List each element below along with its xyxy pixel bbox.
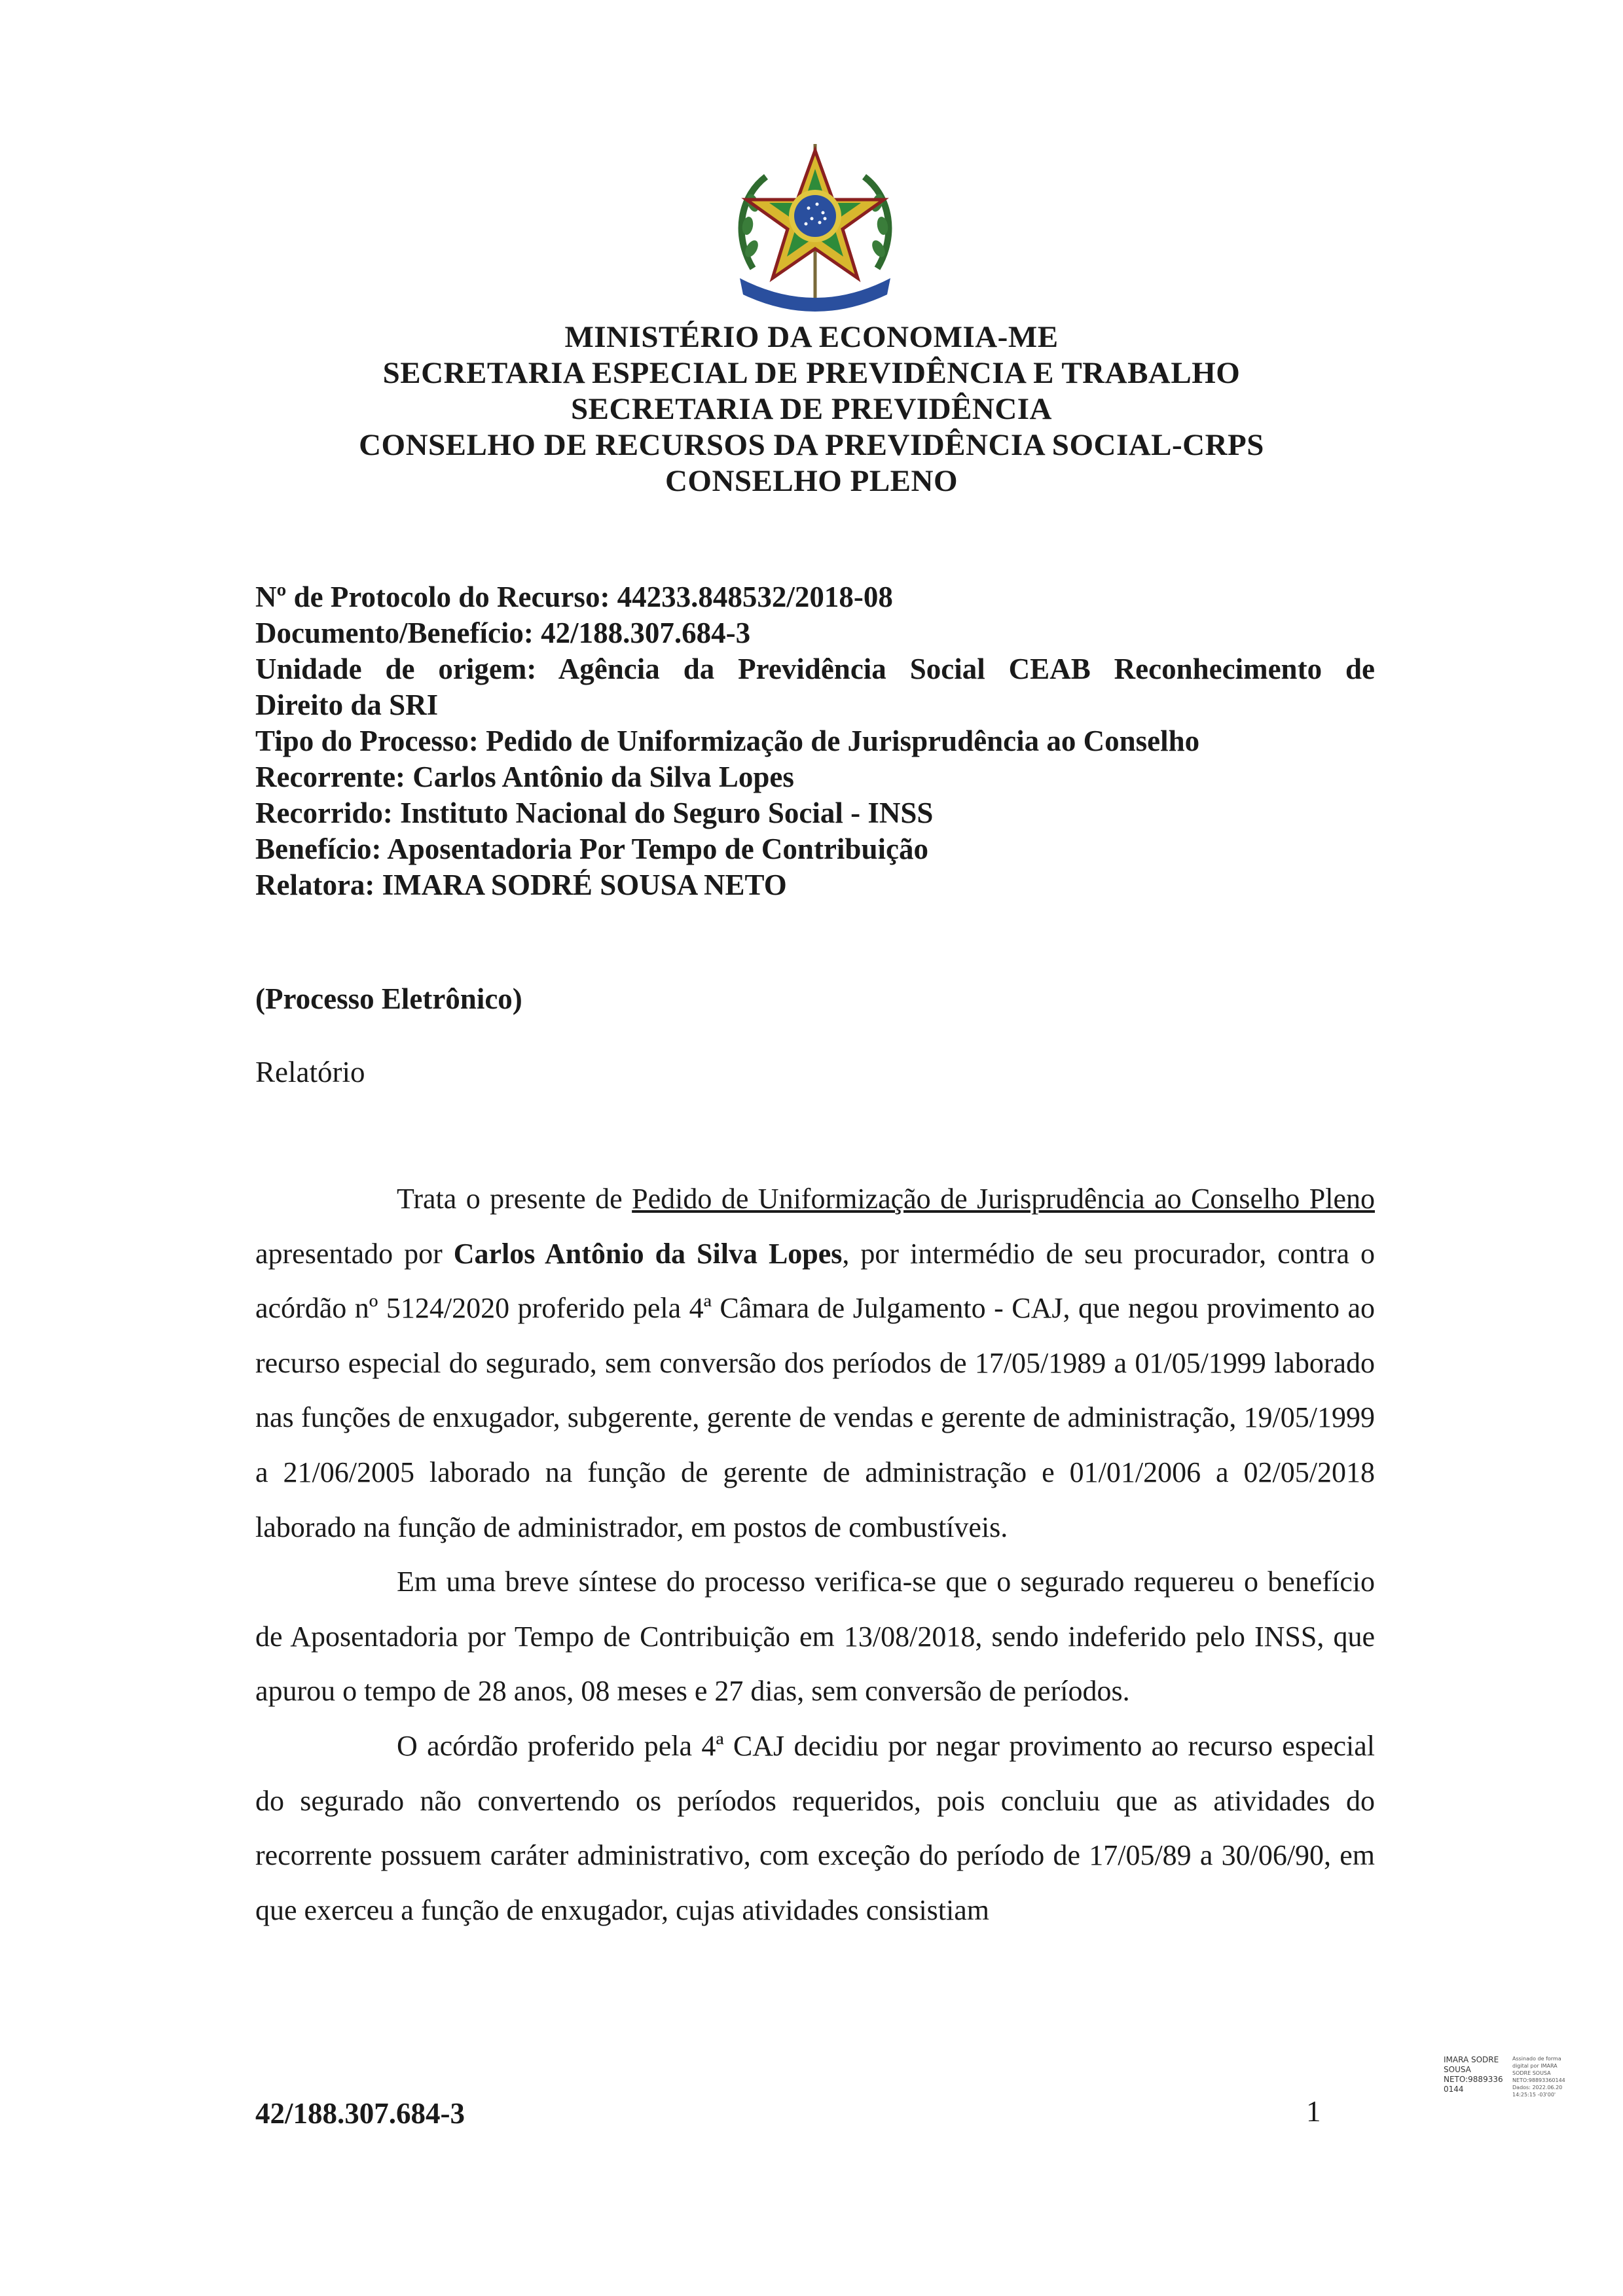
signature-detail-line: 14:25:15 -03'00' (1512, 2092, 1556, 2098)
meta-process-type: Tipo do Processo: Pedido de Uniformização de Jurisprudência ao Conselho (255, 725, 1200, 757)
p1-rest: , por intermédio de seu procurador, contra o acórdão nº 5124/2020 proferido pela 4ª Câmara de Julgamento - CAJ, que negou provimento ao recurso especial do segurado, sem conversão dos períodos de 17/05/1989 a 01/05/1999 laborado nas funções de enxugador, subgerente, gerente de vendas e gerente de administração, 19/05/1999 a 21/06/2005 laborado na função de gerente de administração e 01/01/2006 a 02/05/2018 laborado na função de administrador, em postos de combustíveis. (255, 1237, 1375, 1543)
meta-benefit: Benefício: Aposentadoria Por Tempo de Contribuição (255, 833, 928, 865)
meta-document: Documento/Benefício: 42/188.307.684-3 (255, 617, 751, 649)
digital-signature-stamp (1444, 2055, 1594, 2114)
document-header (0, 319, 1623, 499)
meta-appellee: Recorrido: Instituto Nacional do Seguro Social - INSS (255, 797, 934, 829)
body-paragraph-3: O acórdão proferido pela 4ª CAJ decidiu por negar provimento ao recurso especial do segurado não convertendo os períodos requeridos, pois concluiu que as atividades do recorrente possuem caráter administrativo, com exceção do período de 17/05/89 a 30/06/90, em que exerceu a função de enxugador, cujas atividades consistiam (255, 1729, 1375, 1926)
signature-detail-line: digital por IMARA (1512, 2063, 1558, 2069)
meta-rapporteur: Relatora: IMARA SODRÉ SOUSA NETO (255, 869, 787, 901)
signature-detail-line: Dados: 2022.06.20 (1512, 2085, 1563, 2090)
meta-origin-unit-line1: Unidade de origem: Agência da Previdência Social CEAB Reconhecimento de (255, 653, 1375, 685)
header-ministry: MINISTÉRIO DA ECONOMIA-ME (564, 320, 1059, 354)
case-metadata (255, 579, 1375, 903)
body-paragraph-1 (255, 1172, 1375, 1554)
p1-intro: Trata o presente de (397, 1183, 632, 1215)
footer-document-number: 42/188.307.684-3 (255, 2097, 465, 2130)
page-number: 1 (1306, 2095, 1321, 2128)
signature-name-line: SOUSA (1444, 2065, 1471, 2074)
coat-of-arms-emblem (727, 137, 903, 314)
signature-name-line: IMARA SODRE (1444, 2055, 1499, 2064)
p1-request-type: Pedido de Uniformização de Jurisprudência ao Conselho Pleno (632, 1183, 1375, 1215)
report-body (255, 1172, 1375, 1937)
body-paragraph-2: Em uma breve síntese do processo verifica-se que o segurado requereu o benefício de Aposentadoria por Tempo de Contribuição em 13/08/2018, sendo indeferido pelo INSS, que apurou o tempo de 28 anos, 08 meses e 27 dias, sem conversão de períodos. (255, 1566, 1375, 1708)
header-plenary: CONSELHO PLENO (665, 464, 958, 498)
meta-appellant: Recorrente: Carlos Antônio da Silva Lopes (255, 761, 794, 793)
p1-appellant-name: Carlos Antônio da Silva Lopes (453, 1237, 843, 1270)
header-council: CONSELHO DE RECURSOS DA PREVIDÊNCIA SOCIAL-CRPS (359, 428, 1264, 462)
header-secretariat-special: SECRETARIA ESPECIAL DE PREVIDÊNCIA E TRABALHO (382, 356, 1241, 390)
meta-protocol: Nº de Protocolo do Recurso: 44233.848532/2018-08 (255, 581, 893, 613)
header-secretariat: SECRETARIA DE PREVIDÊNCIA (570, 392, 1053, 426)
signature-detail-line: SODRE SOUSA (1512, 2070, 1551, 2076)
p1-presented-by: apresentado por (255, 1237, 454, 1270)
electronic-process-label: (Processo Eletrônico) (255, 982, 522, 1015)
signature-detail-line: Assinado de forma (1512, 2056, 1561, 2062)
signature-detail-line: NETO:98893360144 (1512, 2077, 1565, 2083)
signature-name-line: 0144 (1444, 2085, 1464, 2094)
report-heading: Relatório (255, 1056, 365, 1088)
signature-name-line: NETO:9889336 (1444, 2075, 1503, 2084)
signature-details (1512, 2055, 1591, 2098)
signature-name (1444, 2055, 1509, 2094)
meta-origin-unit-line2: Direito da SRI (255, 689, 439, 721)
